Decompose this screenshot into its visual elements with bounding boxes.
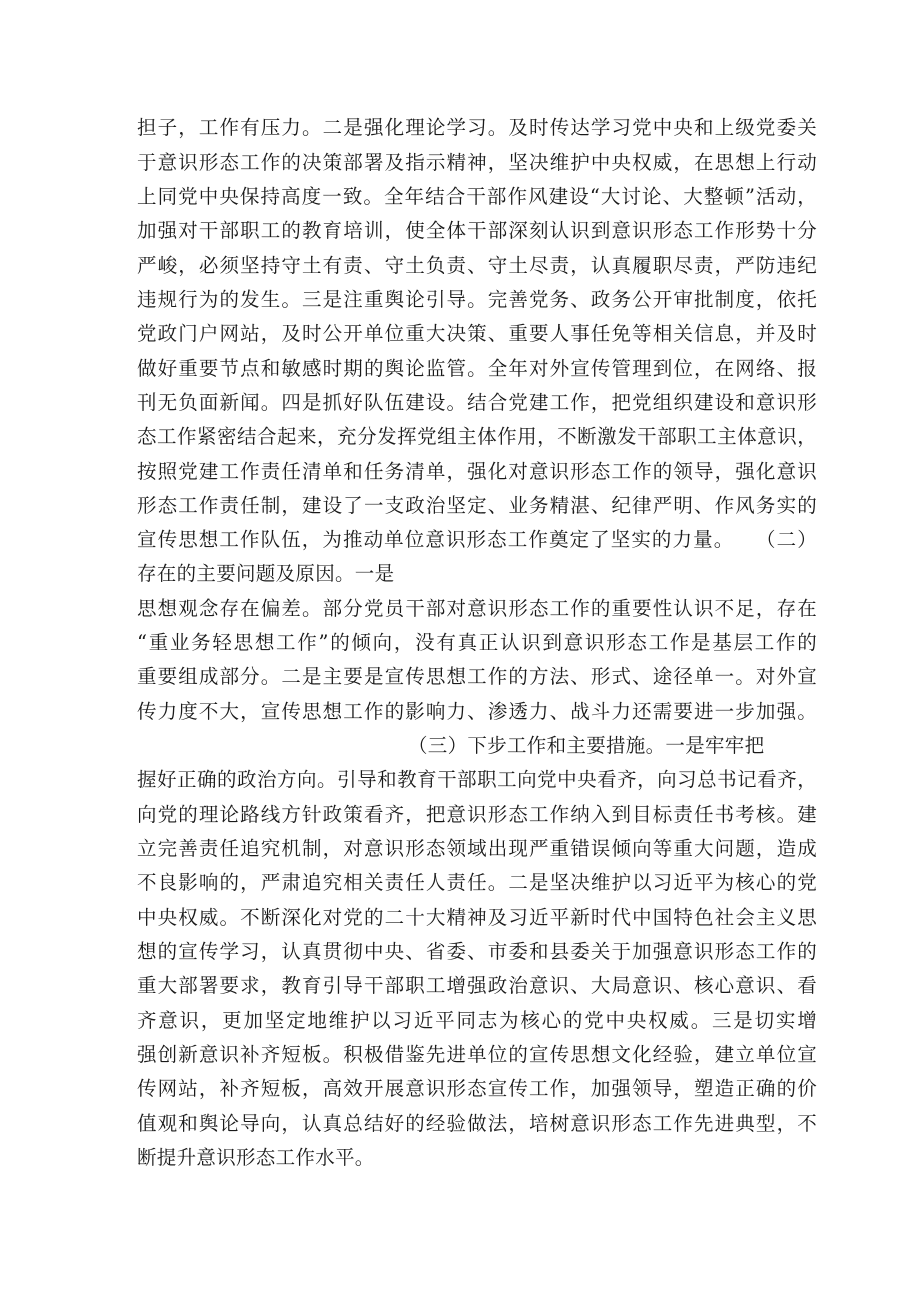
text-line: 齐意识，更加坚定地维护以习近平同志为核心的党中央权威。三是切实增 bbox=[137, 1009, 817, 1032]
text-line: 思想观念存在偏差。部分党员干部对意识形态工作的重要性认识不足，存在 bbox=[137, 597, 817, 620]
text-line: 重要组成部分。二是主要是宣传思想工作的方法、形式、途径单一。对外宣 bbox=[137, 665, 817, 688]
text-line: 重大部署要求，教育引导干部职工增强政治意识、大局意识、核心意识、看 bbox=[137, 974, 817, 997]
text-line: 严峻，必须坚持守土有责、守土负责、守土尽责，认真履职尽责，严防违纪 bbox=[137, 254, 817, 277]
text-line: 向党的理论路线方针政策看齐，把意识形态工作纳入到目标责任书考核。建 bbox=[137, 803, 817, 826]
text-line: 做好重要节点和敏感时期的舆论监管。全年对外宣传管理到位，在网络、报 bbox=[137, 357, 817, 380]
text-line: 担子，工作有压力。二是强化理论学习。及时传达学习党中央和上级党委关 bbox=[137, 116, 817, 139]
text-line: 立完善责任追究机制，对意识形态领域出现严重错误倾向等重大问题，造成 bbox=[137, 837, 817, 860]
section-heading-line: （三）下步工作和主要措施。一是牢牢把 bbox=[408, 734, 765, 757]
text-line: 形态工作责任制，建设了一支政治坚定、业务精湛、纪律严明、作风务实的 bbox=[137, 494, 817, 517]
text-line: 宣传思想工作队伍，为推动单位意识形态工作奠定了坚实的力量。 （二） bbox=[137, 528, 817, 551]
text-line: 违规行为的发生。三是注重舆论引导。完善党务、政务公开审批制度，依托 bbox=[137, 288, 817, 311]
text-line: 不良影响的，严肃追究相关责任人责任。二是坚决维护以习近平为核心的党 bbox=[137, 871, 817, 894]
text-line: 中央权威。不断深化对党的二十大精神及习近平新时代中国特色社会主义思 bbox=[137, 906, 817, 929]
text-line: 刊无负面新闻。四是抓好队伍建设。结合党建工作，把党组织建设和意识形 bbox=[137, 391, 817, 414]
text-line: 想的宣传学习，认真贯彻中央、省委、市委和县委关于加强意识形态工作的 bbox=[137, 940, 817, 963]
text-line: 加强对干部职工的教育培训，使全体干部深刻认识到意识形态工作形势十分 bbox=[137, 219, 817, 242]
text-line: 态工作紧密结合起来，充分发挥党组主体作用，不断激发干部职工主体意识， bbox=[137, 425, 817, 448]
text-line: 传力度不大，宣传思想工作的影响力、渗透力、战斗力还需要进一步加强。 bbox=[137, 700, 817, 723]
text-line: 按照党建工作责任清单和任务清单，强化对意识形态工作的领导，强化意识 bbox=[137, 460, 817, 483]
text-line: 强创新意识补齐短板。积极借鉴先进单位的宣传思想文化经验，建立单位宣 bbox=[137, 1043, 817, 1066]
text-line: “重业务轻思想工作”的倾向，没有真正认识到意识形态工作是基层工作的 bbox=[137, 631, 817, 654]
text-line: 传网站，补齐短板，高效开展意识形态宣传工作，加强领导，塑造正确的价 bbox=[137, 1077, 817, 1100]
text-line: 握好正确的政治方向。引导和教育干部职工向党中央看齐，向习总书记看齐， bbox=[137, 768, 817, 791]
text-line: 存在的主要问题及原因。一是 bbox=[137, 562, 395, 585]
text-line: 党政门户网站，及时公开单位重大决策、重要人事任免等相关信息，并及时 bbox=[137, 322, 817, 345]
text-line: 值观和舆论导向，认真总结好的经验做法，培树意识形态工作先进典型，不 bbox=[137, 1112, 817, 1135]
text-line: 于意识形态工作的决策部署及指示精神，坚决维护中央权威，在思想上行动 bbox=[137, 151, 817, 174]
text-line: 上同党中央保持高度一致。全年结合干部作风建设“大讨论、大整顿”活动， bbox=[137, 185, 817, 208]
text-line: 断提升意识形态工作水平。 bbox=[137, 1146, 375, 1169]
